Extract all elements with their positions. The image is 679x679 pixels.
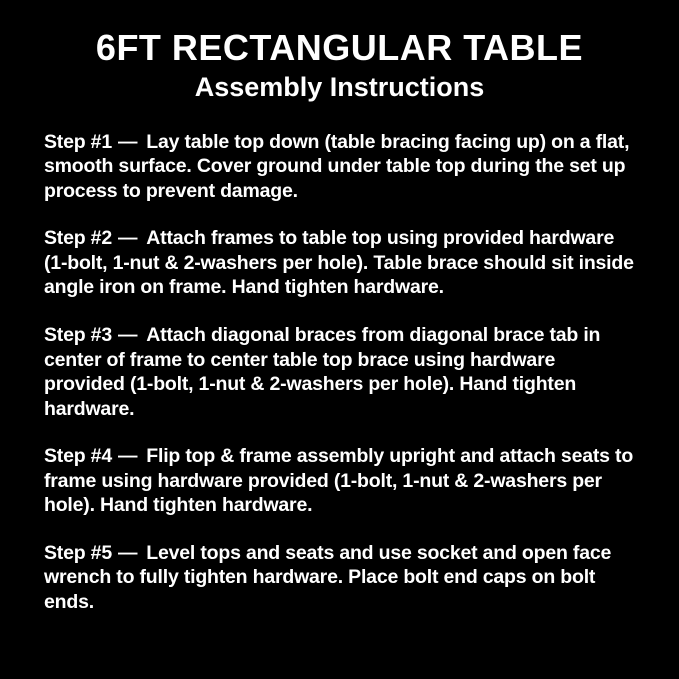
step-body: Lay table top down (table bracing facing up) on a flat, smooth surface. Cover ground under table top during the set up process to prevent damage. [44,130,630,202]
step-paragraph-1 [44,130,637,204]
steps-list [0,104,679,615]
step-paragraph-4 [44,444,637,518]
step-separator: — [117,323,138,346]
step-separator: — [117,445,138,468]
step-body: Level tops and seats and use socket and open face wrench to fully tighten hardware. Place bolt end caps on bolt ends. [44,541,612,614]
step-separator: — [117,130,138,153]
step-paragraph-3 [44,323,637,421]
step-body: Attach frames to table top using provided hardware (1-bolt, 1-nut & 2-washers per hole). Table brace should sit inside angle iron on frame. Hand tighten hardware. [44,227,634,299]
step-label: Step #3 [44,323,112,346]
step-label: Step #5 [44,541,112,564]
step-separator: — [117,227,138,250]
step-separator: — [117,541,138,564]
page-title: 6FT RECTANGULAR TABLE [95,27,584,68]
page-subtitle: Assembly Instructions [194,72,485,103]
step-paragraph-2 [44,226,637,300]
header [0,0,679,104]
step-label: Step #1 [44,130,112,153]
step-label: Step #2 [44,227,112,250]
step-body: Flip top & frame assembly upright and attach seats to frame using hardware provided (1-bolt, 1-nut & 2-washers per hole). Hand tighten hardware. [44,445,634,517]
step-body: Attach diagonal braces from diagonal brace tab in center of frame to center table top brace using hardware provided (1-bolt, 1-nut & 2-washers per hole). Hand tighten hardware. [44,323,601,420]
step-paragraph-5 [44,541,637,615]
step-label: Step #4 [44,445,112,468]
